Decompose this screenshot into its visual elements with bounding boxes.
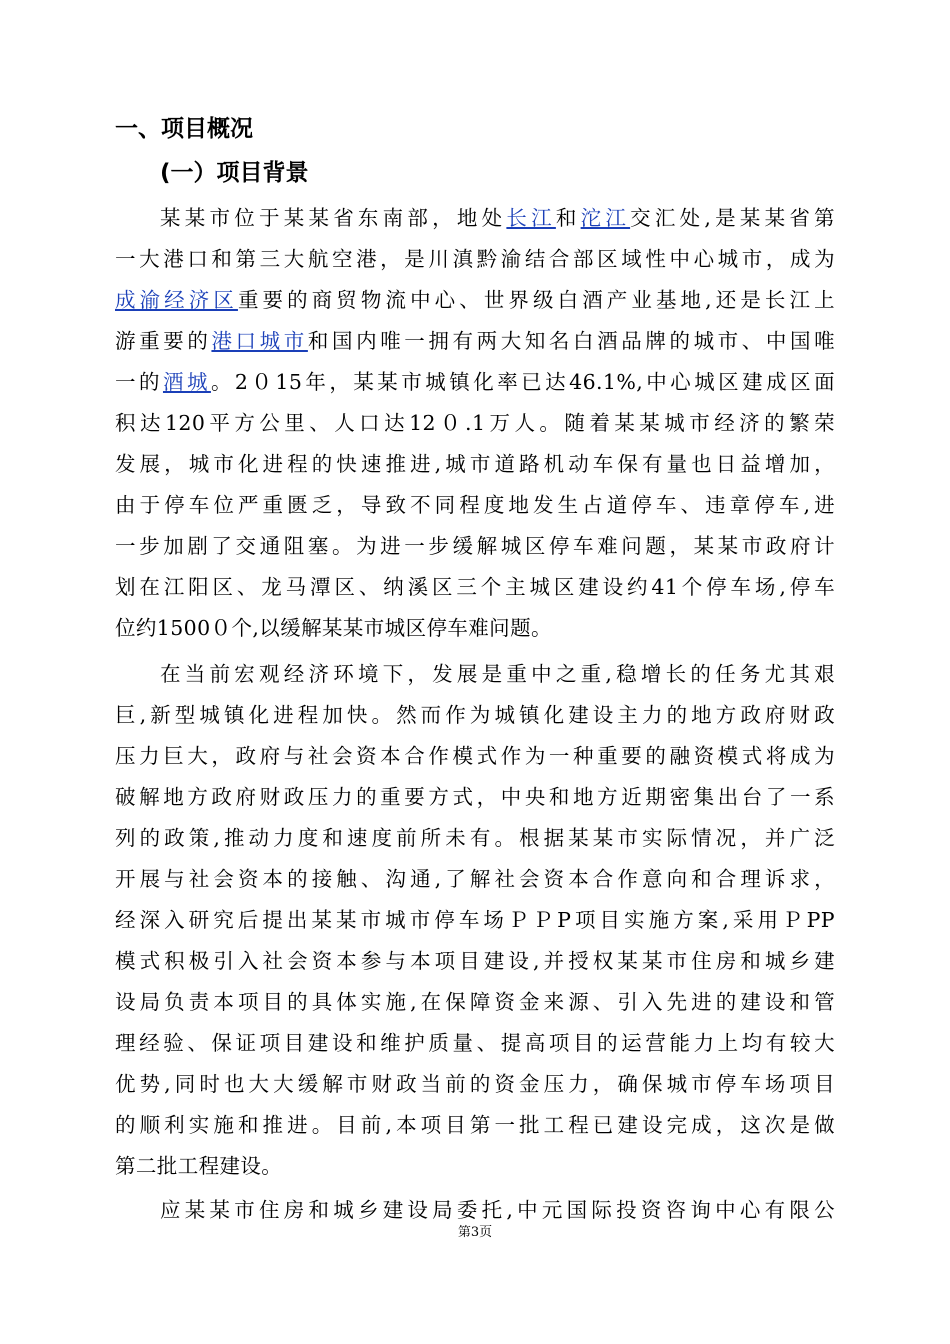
paragraph-line bbox=[115, 362, 835, 402]
paragraph-line: 破解地方政府财政压力的重要方式，中央和地方近期密集出台了一系 bbox=[115, 785, 835, 809]
text-run: 。2０15年，某某市城镇化率已达46.1%,中心城区建成区面 bbox=[210, 370, 835, 394]
subsection-heading: (一）项目背景 bbox=[160, 160, 309, 186]
text-run: 一步加剧了交通阻塞。为进一步缓解城区停车难问题，某某市政府计 bbox=[115, 534, 835, 558]
paragraph-line: 巨,新型城镇化进程加快。然而作为城镇化建设主力的地方政府财政 bbox=[115, 703, 835, 727]
paragraph-line: 的顺利实施和推进。目前,本项目第一批工程已建设完成，这次是做 bbox=[115, 1113, 835, 1137]
paragraph-line bbox=[115, 608, 835, 648]
paragraph-line bbox=[115, 567, 835, 607]
text-run: 某某市位于某某省东南部，地处 bbox=[160, 206, 507, 230]
page-number: 第3页 bbox=[457, 1225, 493, 1240]
link-tuojiang[interactable]: 沱江 bbox=[580, 206, 631, 230]
paragraph-line bbox=[115, 526, 835, 566]
text-run: 一大港口和第三大航空港，是川滇黔渝结合部区域性中心城市，成为 bbox=[115, 247, 835, 271]
paragraph-line bbox=[115, 444, 835, 484]
text-run: 位约1500０个,以缓解某某市城区停车难问题。 bbox=[115, 616, 552, 640]
link-changjiang[interactable]: 长江 bbox=[506, 206, 556, 230]
text-run: 游重要的 bbox=[115, 329, 212, 353]
link-chengyu-economic-zone[interactable]: 成渝经济区 bbox=[115, 288, 238, 312]
text-run: 交汇处,是某某省第 bbox=[630, 206, 835, 230]
text-run: 由于停车位严重匮乏，导致不同程度地发生占道停车、违章停车,进 bbox=[115, 493, 835, 517]
paragraph-line: 应某某市住房和城乡建设局委托,中元国际投资咨询中心有限公 bbox=[160, 1198, 835, 1222]
link-wine-city[interactable]: 酒城 bbox=[162, 370, 211, 394]
paragraph-line bbox=[115, 403, 835, 443]
link-port-city[interactable]: 港口城市 bbox=[211, 329, 308, 353]
paragraph-line: 设局负责本项目的具体实施,在保障资金来源、引入先进的建设和管 bbox=[115, 990, 835, 1014]
section-heading: 一、项目概况 bbox=[115, 116, 253, 142]
paragraph-line: 压力巨大，政府与社会资本合作模式作为一种重要的融资模式将成为 bbox=[115, 744, 835, 768]
paragraph-line: 在当前宏观经济环境下，发展是重中之重,稳增长的任务尤其艰 bbox=[160, 662, 835, 686]
paragraph-line: 优势,同时也大大缓解市财政当前的资金压力，确保城市停车场项目 bbox=[115, 1072, 835, 1096]
text-run: 和国内唯一拥有两大知名白酒品牌的城市、中国唯 bbox=[307, 329, 835, 353]
text-run: 积达120平方公里、人口达12０.1万人。随着某某城市经济的繁荣 bbox=[115, 411, 835, 435]
paragraph-line: 模式积极引入社会资本参与本项目建设,并授权某某市住房和城乡建 bbox=[115, 949, 835, 973]
paragraph-line: 列的政策,推动力度和速度前所未有。根据某某市实际情况，并广泛 bbox=[115, 826, 835, 850]
paragraph-line: 理经验、保证项目建设和维护质量、提高项目的运营能力上均有较大 bbox=[115, 1031, 835, 1055]
paragraph-line bbox=[115, 485, 835, 525]
paragraph-line: 第二批工程建设。 bbox=[115, 1154, 283, 1178]
paragraph-line bbox=[115, 239, 835, 279]
text-run: 发展，城市化进程的快速推进,城市道路机动车保有量也日益增加， bbox=[115, 452, 835, 476]
paragraph-line bbox=[160, 198, 835, 238]
text-run: 一的 bbox=[115, 370, 163, 394]
text-run: 和 bbox=[555, 206, 581, 230]
paragraph-line bbox=[115, 280, 835, 320]
paragraph-line bbox=[115, 321, 835, 361]
paragraph-line: 开展与社会资本的接触、沟通,了解社会资本合作意向和合理诉求， bbox=[115, 867, 835, 891]
text-run: 重要的商贸物流中心、世界级白酒产业基地,还是长江上 bbox=[237, 288, 836, 312]
paragraph-line: 经深入研究后提出某某市城市停车场ＰＰP项目实施方案,采用ＰPP bbox=[115, 908, 835, 932]
text-run: 划在江阳区、龙马潭区、纳溪区三个主城区建设约41个停车场,停车 bbox=[115, 575, 835, 599]
